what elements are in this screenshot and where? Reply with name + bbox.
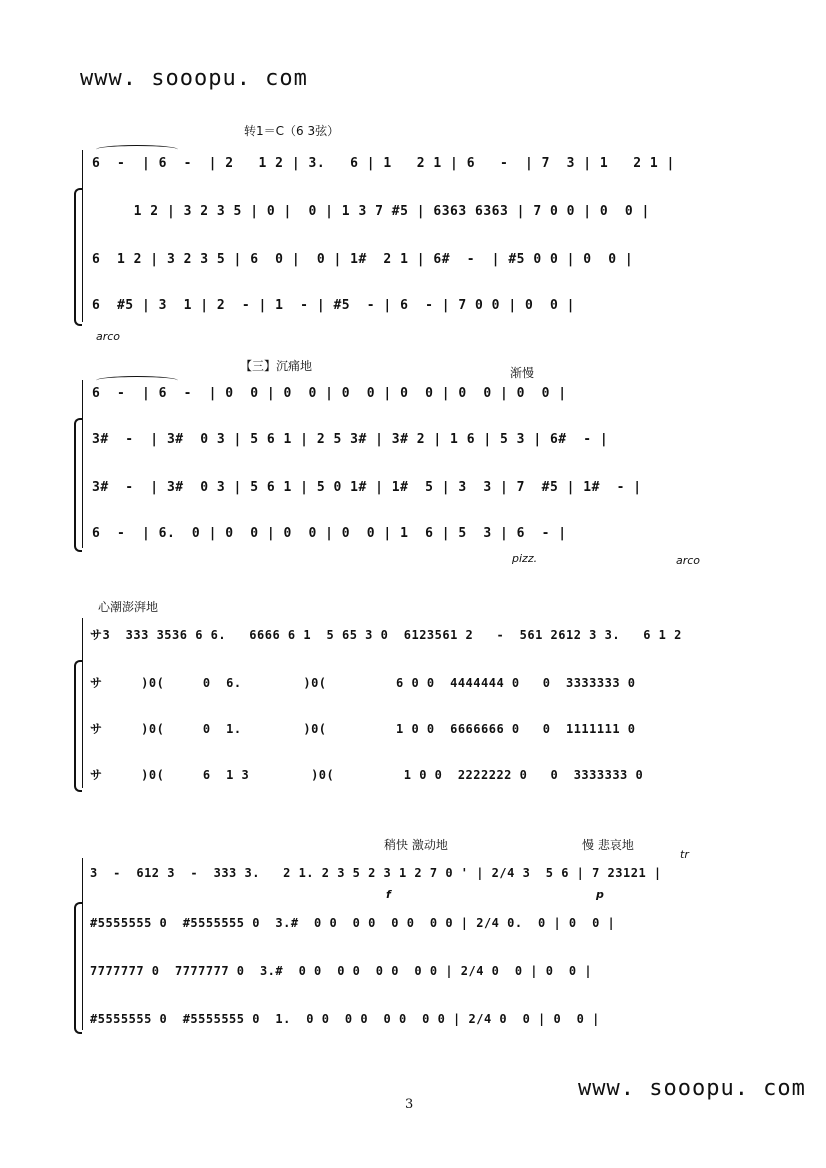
staff-line-3: 7777777 0 7777777 0 3.# 0 0 0 0 0 0 0 0 | 2/4 0 0 | 0 0 | [90, 964, 593, 978]
staff-line-1: 6 - | 6 - | 2 1 2 | 3. 6 | 1 2 1 | 6 - | 7 3 | 1 2 1 | [92, 156, 675, 171]
staff-line-1: 6 - | 6 - | 0 0 | 0 0 | 0 0 | 0 0 | 0 0 | 0 0 | [92, 386, 567, 401]
system-brace [74, 188, 82, 326]
system-brace [74, 418, 82, 552]
marking-arco: arco [676, 554, 701, 567]
page-number: 3 [405, 1097, 414, 1112]
dynamic-f: f [386, 888, 391, 901]
tie [96, 376, 178, 385]
system-start-bar [82, 380, 83, 548]
system-brace [74, 902, 82, 1034]
section-heading: 【三】沉痛地 [240, 359, 313, 373]
staff-line-1: サ3 333 3536 6 6. 6666 6 1 5 65 3 0 6123561 2 - 561 2612 3 3. 6 1 2 [90, 628, 682, 642]
staff-line-3: サ )0( 0 1. )0( 1 0 0 6666666 0 0 1111111 0 [90, 722, 636, 736]
watermark-bottom: www. sooopu. com [578, 1076, 806, 1101]
tempo-marking: 渐慢 [510, 366, 535, 380]
staff-line-2: #5555555 0 #5555555 0 3.# 0 0 0 0 0 0 0 0 | 2/4 0. 0 | 0 0 | [90, 916, 616, 930]
system-start-bar [82, 858, 83, 1030]
system-brace [74, 660, 82, 792]
staff-line-4: 6 #5 | 3 1 | 2 - | 1 - | #5 - | 6 - | 7 0 0 | 0 0 | [92, 298, 575, 313]
marking-arco: arco [96, 330, 121, 343]
trill-marking: tr [680, 848, 689, 861]
system-start-bar [82, 150, 83, 322]
staff-line-2: 1 2 | 3 2 3 5 | 0 | 0 | 1 3 7 #5 | 6363 6363 | 7 0 0 | 0 0 | [92, 204, 650, 219]
key-signature: 转1＝C（6 3弦） [244, 124, 340, 138]
staff-line-3: 6 1 2 | 3 2 3 5 | 6 0 | 0 | 1# 2 1 | 6# - | #5 0 0 | 0 0 | [92, 252, 634, 267]
staff-line-4: 6 - | 6. 0 | 0 0 | 0 0 | 0 0 | 1 6 | 5 3 | 6 - | [92, 526, 567, 541]
tempo-marking: 心潮澎湃地 [98, 600, 159, 614]
dynamic-p: p [596, 888, 604, 901]
staff-line-3: 3# - | 3# 0 3 | 5 6 1 | 5 0 1# | 1# 5 | 3 3 | 7 #5 | 1# - | [92, 480, 642, 495]
staff-line-4: サ )0( 6 1 3 )0( 1 0 0 2222222 0 0 3333333 0 [90, 768, 644, 782]
staff-line-2: サ )0( 0 6. )0( 6 0 0 4444444 0 0 3333333 0 [90, 676, 636, 690]
watermark-top: www. sooopu. com [80, 66, 308, 91]
system-start-bar [82, 618, 83, 788]
tie [96, 145, 178, 154]
staff-line-2: 3# - | 3# 0 3 | 5 6 1 | 2 5 3# | 3# 2 | 1 6 | 5 3 | 6# - | [92, 432, 609, 447]
tempo-marking-a: 稍快 激动地 [384, 838, 448, 852]
staff-line-1: 3 - 612 3 - 333 3. 2 1. 2 3 5 2 3 1 2 7 0 ' | 2/4 3 5 6 | 7 23121 | [90, 866, 662, 880]
tempo-marking-b: 慢 悲哀地 [582, 838, 634, 852]
staff-line-4: #5555555 0 #5555555 0 1. 0 0 0 0 0 0 0 0 | 2/4 0 0 | 0 0 | [90, 1012, 600, 1026]
marking-pizz: pizz. [512, 552, 538, 565]
